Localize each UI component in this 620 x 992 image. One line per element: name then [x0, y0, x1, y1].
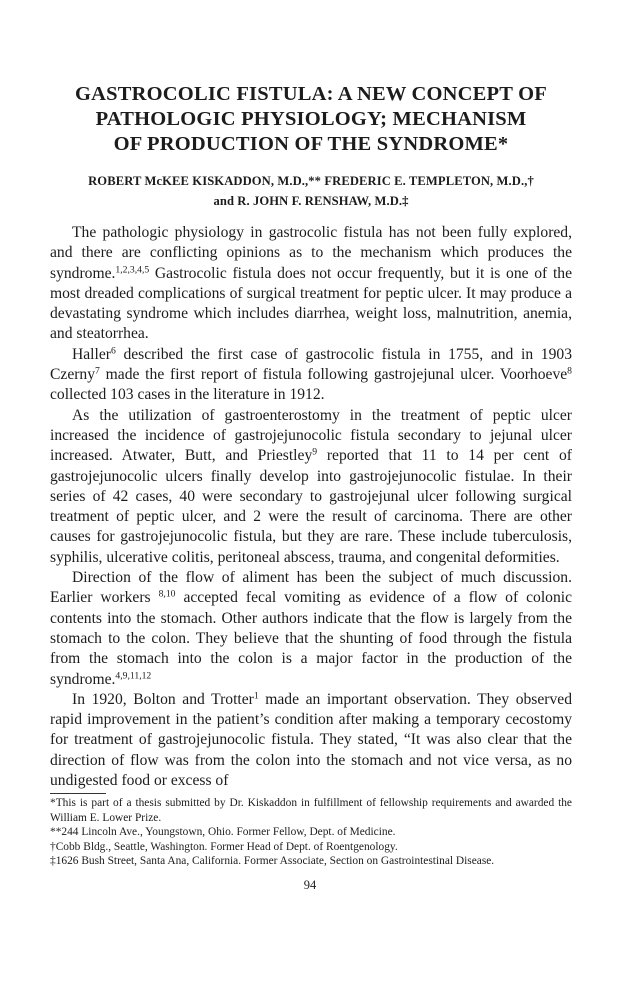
reference-superscript: 8 — [567, 365, 572, 377]
reference-superscript: 7 — [95, 365, 100, 377]
reference-superscript: 1,2,3,4,5 — [115, 264, 150, 276]
author-line: and R. JOHN F. RENSHAW, M.D.‡ — [213, 194, 409, 208]
article-title — [50, 82, 572, 157]
body-paragraph — [50, 568, 572, 690]
footnote-author-renshaw: ‡1626 Bush Street, Santa Ana, California. Former Associate, Section on Gastrointestinal Disease. — [50, 854, 495, 867]
text-run: made the first report of fistula following gastrojejunal ulcer. Voorhoeve — [99, 366, 568, 384]
footnote-author-templeton: †Cobb Bldg., Seattle, Washington. Former Head of Dept. of Roentgenology. — [50, 840, 398, 853]
text-run: accepted fecal vomiting as evidence of a flow of colonic contents into the stomach. Other authors indicate that the flow is largely from the stomach to the colon. They believe that the shunting of food through the fistula from the stomach into the colon is a major factor in the production of the syndrome. — [50, 589, 572, 688]
body-paragraph — [50, 690, 572, 791]
title-line: OF PRODUCTION OF THE SYNDROME* — [113, 133, 509, 155]
reference-superscript: 4,9,11,12 — [115, 670, 152, 682]
text-run: described the first case of gastrocolic fistula in 1755, and in 1903 Czerny — [50, 345, 572, 384]
body-paragraph — [50, 345, 572, 406]
text-run: Gastrocolic fistula does not occur frequently, but it is one of the most dreaded complications of surgical treatment for peptic ulcer. It may produce a devastating syndrome which includes diarrhea, weight loss, malnutrition, anemia, and steatorrhea. — [50, 264, 572, 343]
text-run: As the utilization of gastroenterostomy in the treatment of peptic ulcer increased the incidence of gastrojejunocolic fistula secondary to jejunal ulcer increased. Atwater, Butt, and Priestley — [50, 406, 572, 465]
text-run: Direction of the flow of aliment has been the subject of much discussion. Earlier workers — [50, 569, 572, 607]
text-run: The pathologic physiology in gastrocolic fistula has not been fully explored, and there are conflicting opinions as to the mechanism which produces the syndrome. — [50, 224, 572, 282]
footnote-author-kiskaddon: **244 Lincoln Ave., Youngstown, Ohio. Former Fellow, Dept. of Medicine. — [50, 826, 396, 839]
reference-superscript: 1 — [253, 690, 259, 702]
text-run: In 1920, Bolton and Trotter — [72, 690, 254, 708]
text-run: Haller — [72, 345, 111, 363]
reference-superscript: 8,10 — [158, 589, 176, 601]
text-run: made an important observation. They observed rapid improvement in the patient’s condition after making a temporary cecostomy for treatment of gastrojejunocolic fistula. They stated, “It was also clear that the direction of flow was from the colon into the stomach and not vice versa, as no undigested food or excess of — [50, 690, 572, 790]
author-byline — [50, 171, 572, 211]
footnote-rule — [50, 793, 106, 794]
page-number: 94 — [303, 878, 317, 892]
reference-superscript: 9 — [312, 446, 318, 458]
author-line: ROBERT McKEE KISKADDON, M.D.,** FREDERIC E. TEMPLETON, M.D.,† — [88, 174, 534, 188]
title-line: PATHOLOGIC PHYSIOLOGY; MECHANISM — [95, 108, 527, 130]
text-run: collected 103 cases in the literature in 1912. — [50, 386, 325, 404]
reference-superscript: 6 — [110, 345, 116, 357]
footnotes — [50, 796, 572, 868]
footnote-thesis: *This is part of a thesis submitted by Dr. Kiskaddon in fulfillment of fellowship requirements and awarded the William E. Lower Prize. — [50, 797, 572, 824]
text-run: reported that 11 to 14 per cent of gastrojejunocolic ulcers finally develop into gastrojejunocolic fistulae. In their series of 42 cases, 40 were secondary to gastrojejunal ulcer following surgical treatment of peptic ulcer, and 2 were the result of carcinoma. There are other causes for gastrojejunocolic fistula, but they are rare. These include tuberculosis, syphilis, ulcerative colitis, peritoneal abscess, trauma, and congenital deformities. — [50, 447, 572, 566]
body-paragraph — [50, 406, 572, 568]
article-body — [50, 223, 572, 791]
title-line: GASTROCOLIC FISTULA: A NEW CONCEPT OF — [75, 83, 547, 105]
body-paragraph — [50, 223, 572, 345]
